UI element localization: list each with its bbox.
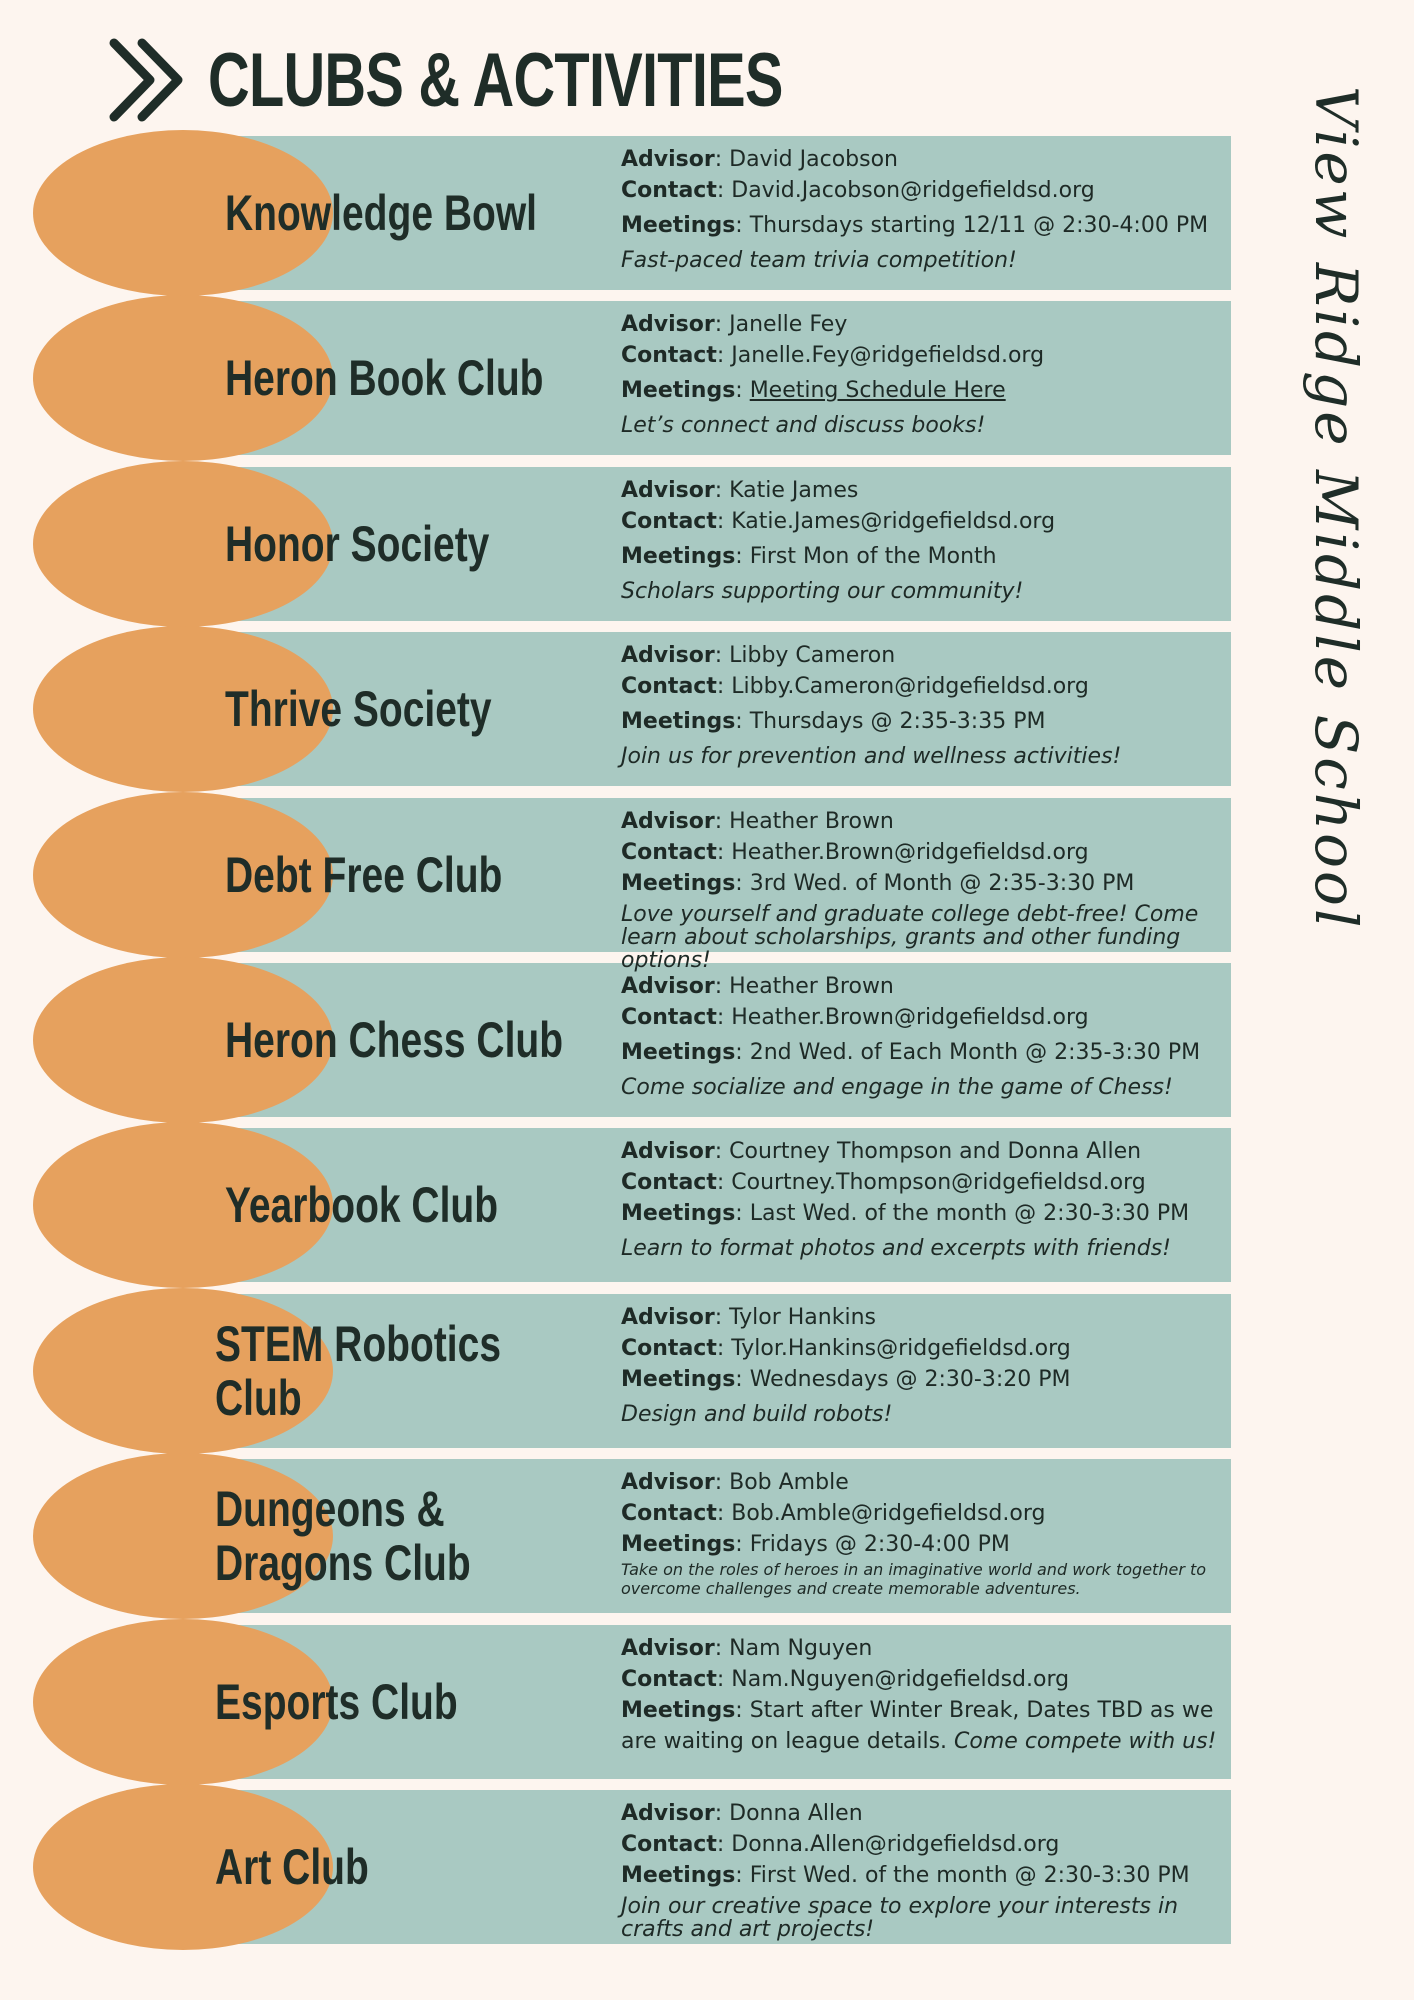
meeting-time: Start after Winter Break, Dates TBD as we are waiting on league details. <box>621 1697 1214 1754</box>
club-info: Advisor: Bob Amble Contact: Bob.Amble@ridgefieldsd.org Meetings: Fridays @ 2:30-4:00 PM Take on the roles of heroes in an imaginative world and work together to overcome challenges and create memorable adventures. <box>621 1467 1221 1598</box>
club-description: Take on the roles of heroes in an imaginative world and work together to overcome challenges and create memorable adventures. <box>621 1560 1207 1599</box>
club-card <box>183 1294 1231 1448</box>
meeting-time: Wednesdays @ 2:30-3:20 PM <box>749 1366 1071 1392</box>
club-name: Yearbook Club <box>225 1177 499 1234</box>
club-card <box>183 1128 1231 1282</box>
club-info: Advisor: Courtney Thompson and Donna Allen Contact: Courtney.Thompson@ridgefieldsd.org Meetings: Last Wed. of the month @ 2:30-3:30 PM Learn to format photos and excerpts with friends! <box>621 1136 1221 1264</box>
advisor-name: Bob Amble <box>729 1470 849 1496</box>
meeting-time: 3rd Wed. of Month @ 2:35-3:30 PM <box>749 870 1135 896</box>
club-info: Advisor: Heather Brown Contact: Heather.Brown@ridgefieldsd.org Meetings: 2nd Wed. of Each Month @ 2:35-3:30 PM Come socialize and engage in the game of Chess! <box>621 971 1221 1103</box>
club-info: Advisor: Nam Nguyen Contact: Nam.Nguyen@ridgefieldsd.org Meetings: Start after Winter Break, Dates TBD as we are waiting on league details. Come compete with us! <box>621 1635 1217 1754</box>
club-description: Join us for prevention and wellness activities! <box>621 744 1122 770</box>
meeting-time: Last Wed. of the month @ 2:30-3:30 PM <box>749 1201 1190 1227</box>
club-info: Advisor: Heather Brown Contact: Heather.Brown@ridgefieldsd.org Meetings: 3rd Wed. of Month @ 2:35-3:30 PM Love yourself and graduate college debt-free! Come learn about scholarships, grants and other funding options! <box>621 806 1221 972</box>
club-card <box>183 1790 1231 1944</box>
club-description: Design and build robots! <box>621 1401 893 1427</box>
club-description: Come socialize and engage in the game of Chess! <box>621 1074 1173 1100</box>
clubs-list <box>183 136 1231 1955</box>
club-card <box>183 467 1231 621</box>
page-title: CLUBS & ACTIVITIES <box>208 37 783 123</box>
double-chevron-right-icon <box>108 37 188 123</box>
advisor-name: Courtney Thompson and Donna Allen <box>729 1139 1142 1165</box>
club-info: Advisor: Janelle Fey Contact: Janelle.Fey@ridgefieldsd.org Meetings: Meeting Schedule Here Let’s connect and discuss books! <box>621 309 1221 441</box>
advisor-name: Katie James <box>729 477 859 503</box>
club-info: Advisor: David Jacobson Contact: David.Jacobson@ridgefieldsd.org Meetings: Thursdays starting 12/11 @ 2:30-4:00 PM Fast-paced team trivia competition! <box>621 144 1221 276</box>
meeting-time: 2nd Wed. of Each Month @ 2:35-3:30 PM <box>749 1039 1201 1065</box>
contact-email[interactable]: Bob.Amble@ridgefieldsd.org <box>731 1501 1046 1527</box>
club-card <box>183 798 1231 973</box>
page-header <box>108 30 964 130</box>
club-name: STEM Robotics Club <box>215 1315 502 1426</box>
school-name: View Ridge Middle School <box>1302 86 1370 931</box>
club-info: Advisor: Donna Allen Contact: Donna.Allen@ridgefieldsd.org Meetings: First Wed. of the month @ 2:30-3:30 PM Join our creative space to explore your interests in crafts and art projects! <box>621 1798 1221 1941</box>
club-description: Learn to format photos and excerpts with friends! <box>621 1236 1171 1262</box>
club-name: Art Club <box>215 1838 369 1895</box>
advisor-name: Nam Nguyen <box>729 1635 873 1661</box>
advisor-name: Janelle Fey <box>729 312 848 338</box>
club-description: Let’s connect and discuss books! <box>621 413 986 439</box>
contact-email[interactable]: Heather.Brown@ridgefieldsd.org <box>731 1004 1089 1030</box>
contact-email[interactable]: David.Jacobson@ridgefieldsd.org <box>731 178 1095 203</box>
advisor-name: Donna Allen <box>729 1800 863 1826</box>
club-description: Come compete with us! <box>954 1728 1217 1754</box>
club-name: Knowledge Bowl <box>225 185 537 241</box>
club-info: Advisor: Katie James Contact: Katie.James@ridgefieldsd.org Meetings: First Mon of the Month Scholars supporting our community! <box>621 475 1221 607</box>
meeting-time: First Mon of the Month <box>749 543 997 569</box>
contact-email[interactable]: Heather.Brown@ridgefieldsd.org <box>731 839 1089 865</box>
club-card <box>183 1459 1231 1613</box>
meeting-time: Thursdays starting 12/11 @ 2:30-4:00 PM <box>749 213 1209 238</box>
contact-email[interactable]: Donna.Allen@ridgefieldsd.org <box>731 1831 1060 1857</box>
club-name: Honor Society <box>225 515 490 572</box>
club-description: Join our creative space to explore your interests in crafts and art projects! <box>621 1893 1179 1942</box>
contact-email[interactable]: Courtney.Thompson@ridgefieldsd.org <box>731 1170 1146 1196</box>
club-name: Heron Book Club <box>225 350 544 407</box>
club-name: Thrive Society <box>225 681 492 738</box>
club-info: Advisor: Libby Cameron Contact: Libby.Cameron@ridgefieldsd.org Meetings: Thursdays @ 2:35-3:35 PM Join us for prevention and wellness activities! <box>621 640 1221 772</box>
contact-email[interactable]: Tylor.Hankins@ridgefieldsd.org <box>731 1335 1071 1361</box>
meeting-time: First Wed. of the month @ 2:30-3:30 PM <box>749 1862 1190 1888</box>
club-name: Dungeons & Dragons Club <box>215 1481 471 1592</box>
meeting-time: Fridays @ 2:30-4:00 PM <box>749 1532 1010 1558</box>
advisor-name: Heather Brown <box>729 808 894 834</box>
club-card <box>183 963 1231 1117</box>
advisor-name: Heather Brown <box>729 973 894 999</box>
contact-email[interactable]: Janelle.Fey@ridgefieldsd.org <box>731 343 1045 369</box>
club-description: Scholars supporting our community! <box>621 578 1024 604</box>
contact-email[interactable]: Libby.Cameron@ridgefieldsd.org <box>731 674 1089 700</box>
club-card <box>183 1625 1231 1779</box>
contact-email[interactable]: Katie.James@ridgefieldsd.org <box>731 508 1056 534</box>
club-name: Heron Chess Club <box>225 1011 564 1068</box>
advisor-name: David Jacobson <box>729 147 898 172</box>
club-card <box>183 136 1231 290</box>
meeting-schedule-link[interactable]: Meeting Schedule Here <box>749 378 1006 404</box>
advisor-name: Tylor Hankins <box>729 1304 876 1330</box>
contact-email[interactable]: Nam.Nguyen@ridgefieldsd.org <box>731 1666 1070 1692</box>
club-name: Esports Club <box>215 1673 458 1730</box>
club-description: Love yourself and graduate college debt-free! Come learn about scholarships, grants and other funding options! <box>621 901 1199 973</box>
club-card <box>183 301 1231 455</box>
meeting-time: Thursdays @ 2:35-3:35 PM <box>749 709 1046 735</box>
club-description: Fast-paced team trivia competition! <box>621 248 1017 273</box>
club-card <box>183 632 1231 786</box>
advisor-name: Libby Cameron <box>729 643 896 669</box>
club-name: Debt Free Club <box>225 846 503 903</box>
club-info: Advisor: Tylor Hankins Contact: Tylor.Hankins@ridgefieldsd.org Meetings: Wednesdays @ 2:30-3:20 PM Design and build robots! <box>621 1302 1221 1430</box>
